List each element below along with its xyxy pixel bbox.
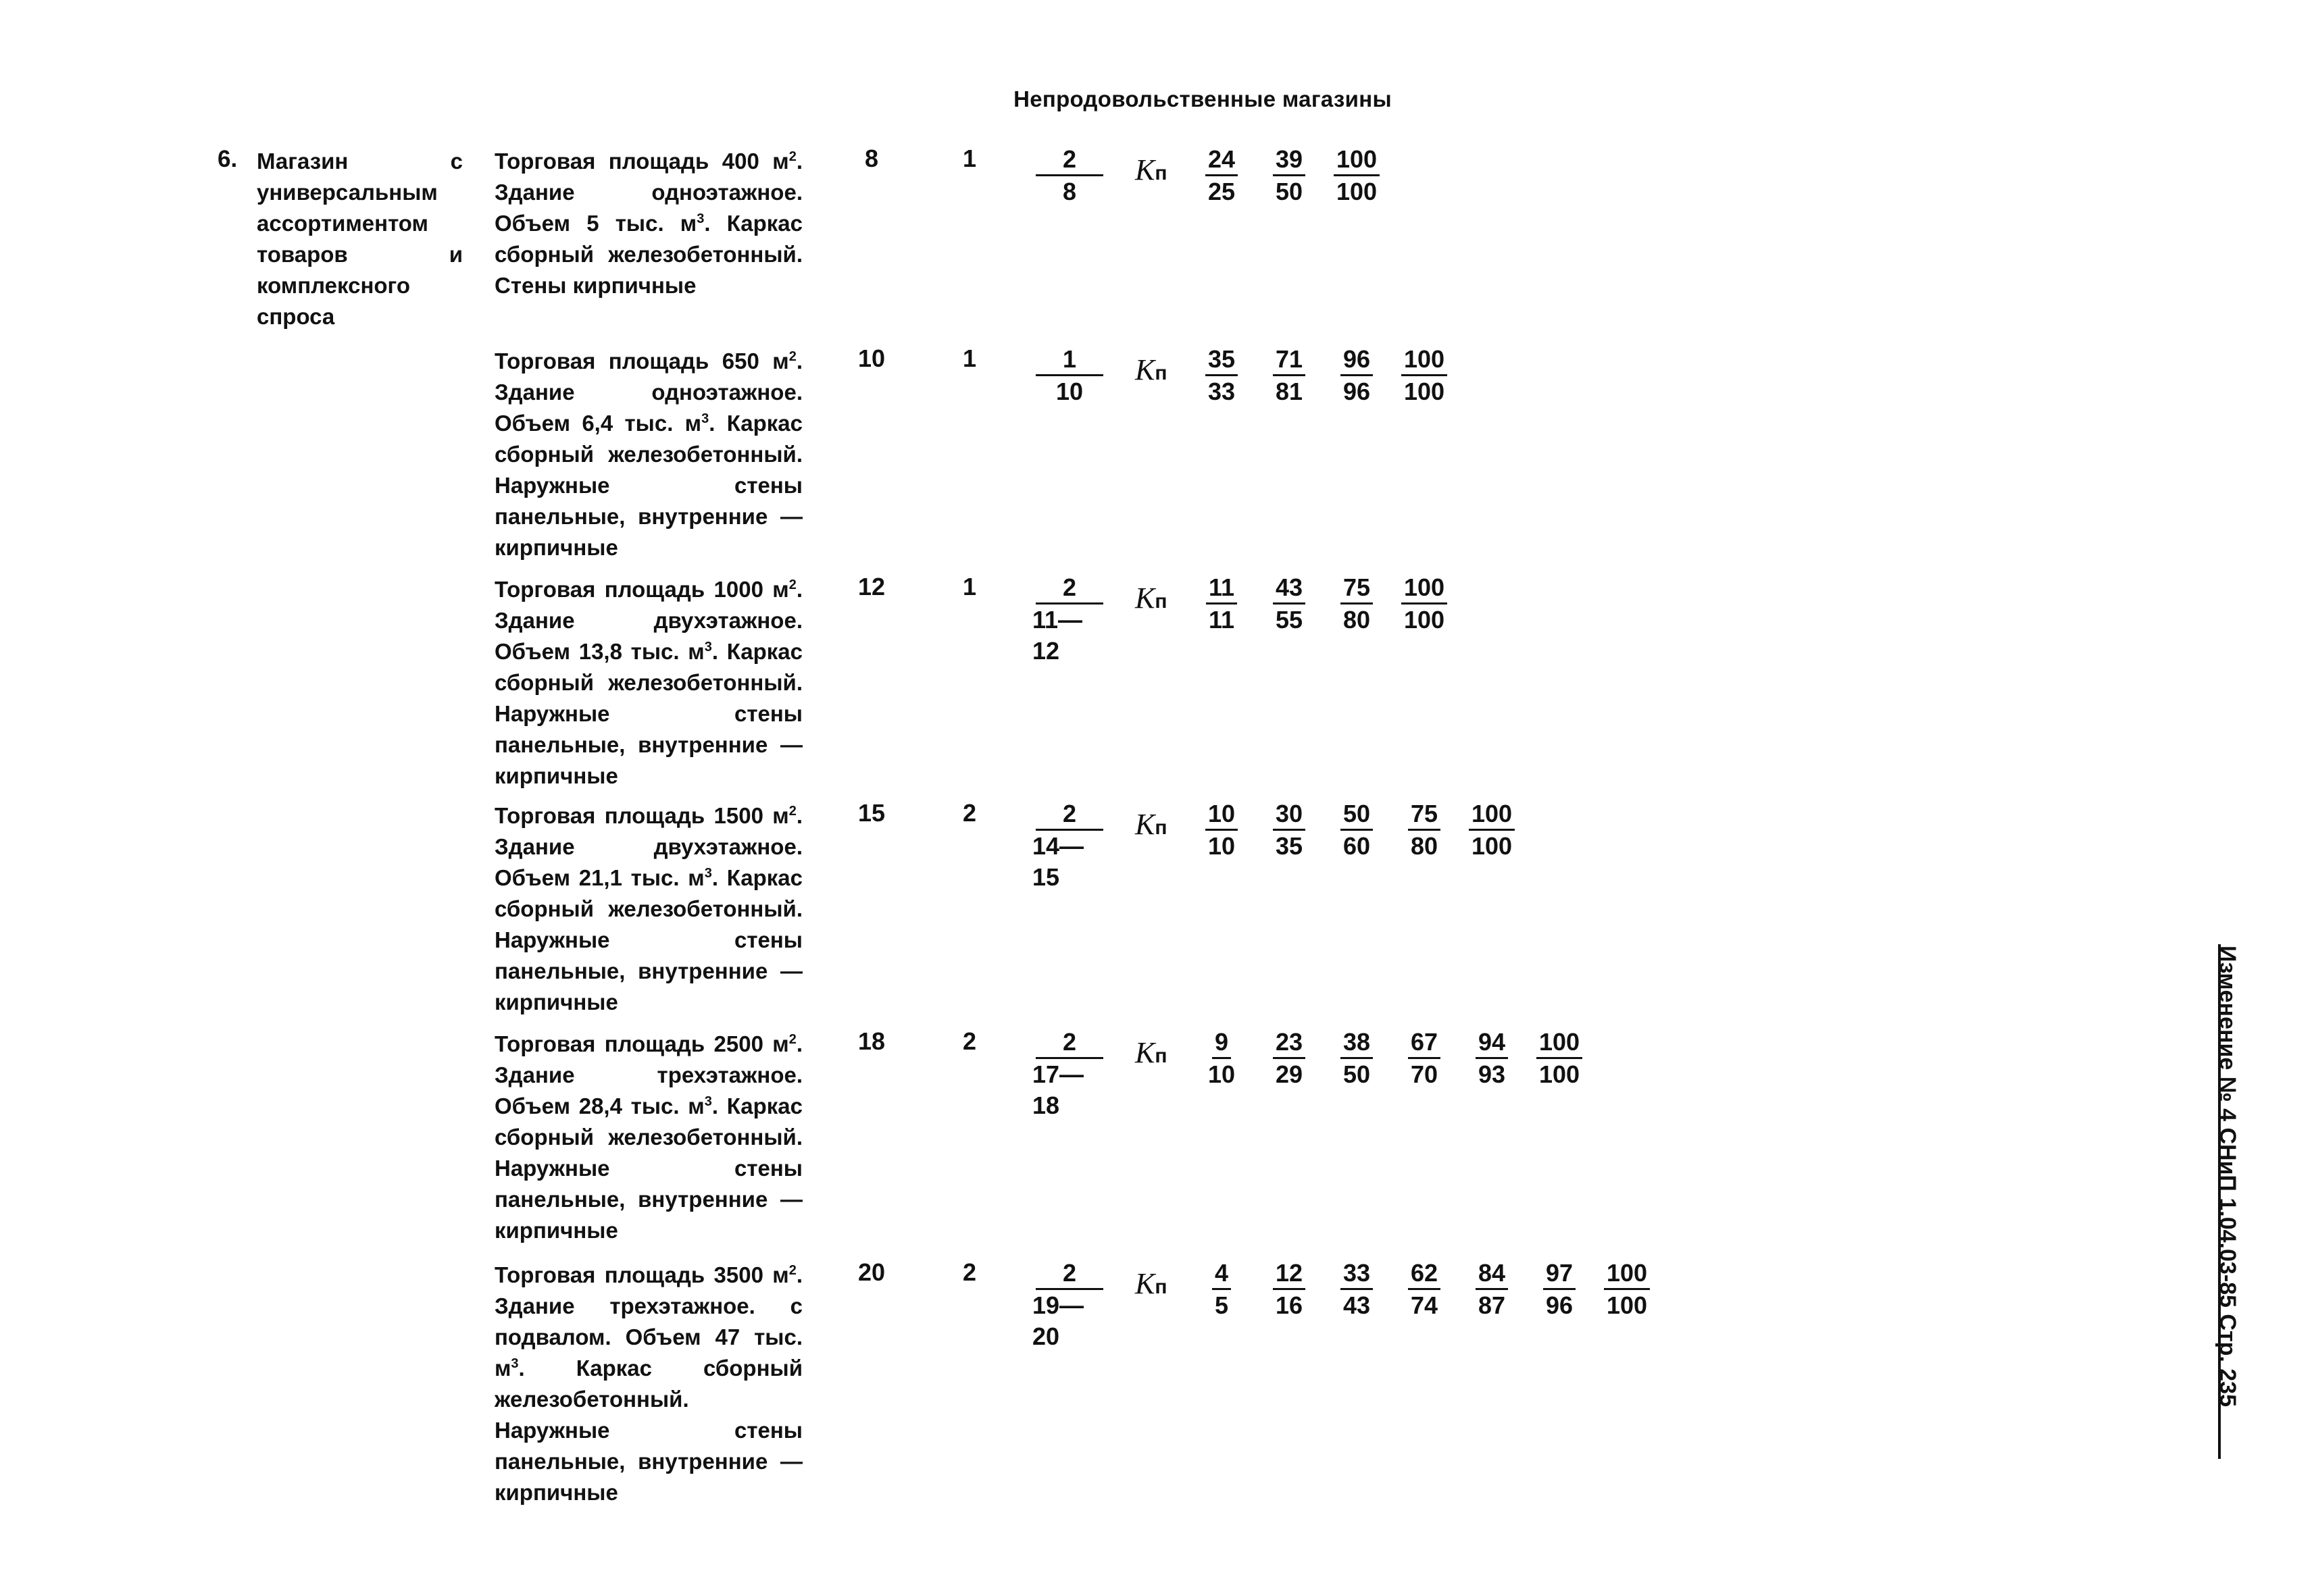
kp-label <box>1135 1035 1167 1070</box>
fraction-numerator: 2 <box>1036 799 1103 831</box>
superscript: 3 <box>704 866 712 881</box>
row-count: 2 <box>962 1258 977 1286</box>
fraction-numerator: 43 <box>1273 573 1305 604</box>
ratio-fraction <box>1262 1258 1316 1321</box>
fraction-numerator: 35 <box>1205 344 1238 376</box>
kp-main: K <box>1135 808 1155 841</box>
row-count: 1 <box>962 145 977 172</box>
ratio-fraction <box>1330 1027 1384 1090</box>
fraction-numerator: 4 <box>1212 1258 1231 1290</box>
fraction-numerator: 62 <box>1408 1258 1440 1290</box>
object-name: Магазин с универсальным ассортиментом товаров и комплексного спроса <box>257 149 463 329</box>
description-text: Торговая площадь 1000 м <box>495 577 789 602</box>
kp-main: K <box>1135 582 1155 615</box>
fraction-denominator: 29 <box>1275 1060 1303 1088</box>
kp-label <box>1135 1266 1167 1301</box>
fraction-denominator: 5 <box>1214 1291 1229 1319</box>
fraction-denominator: 10 <box>1055 378 1084 405</box>
fraction-numerator: 67 <box>1408 1027 1440 1059</box>
fraction-denominator: 74 <box>1410 1291 1438 1319</box>
superscript: 3 <box>511 1356 519 1371</box>
kp-sub: п <box>1155 817 1167 839</box>
side-running-header: Изменение № 4 СНиП 1.04.03-85 Стр. 235 <box>2215 946 2240 1408</box>
fraction-denominator: 100 <box>1403 606 1445 634</box>
fraction-numerator: 2 <box>1036 573 1103 604</box>
fraction-numerator: 100 <box>1334 145 1380 176</box>
kp-sub: п <box>1155 590 1167 613</box>
description-text: . Каркас сборный железобетонный. Стены кирпичные <box>495 211 803 298</box>
description-text: . Здание одноэтажное. Объем 6,4 тыс. м <box>495 349 803 436</box>
ratio-fraction <box>1330 573 1384 636</box>
ratio-fraction <box>1262 344 1316 407</box>
fraction-denominator: 16 <box>1275 1291 1303 1319</box>
description-text: . Здание одноэтажное. Объем 5 тыс. м <box>495 149 803 236</box>
kp-main: K <box>1135 353 1155 386</box>
row-value: 8 <box>864 145 879 172</box>
fraction-numerator: 23 <box>1273 1027 1305 1059</box>
fraction-numerator: 2 <box>1036 1027 1103 1059</box>
fraction-denominator: 80 <box>1410 832 1438 860</box>
ratio-fraction <box>1194 344 1249 407</box>
description-text: . Каркас сборный железобетонный. Наружные стены панельные, внутренние — кирпичные <box>495 411 803 560</box>
kp-main: K <box>1135 1267 1155 1300</box>
fraction-denominator: 55 <box>1275 606 1303 634</box>
ratio-fraction <box>1532 1258 1586 1321</box>
superscript: 3 <box>704 1094 712 1109</box>
description-text: Торговая площадь 2500 м <box>495 1031 789 1056</box>
fraction-numerator: 12 <box>1273 1258 1305 1290</box>
fraction-denominator: 19—20 <box>1032 1291 1084 1350</box>
kp-sub: п <box>1155 1045 1167 1067</box>
row-count: 2 <box>962 799 977 827</box>
kp-sub: п <box>1155 362 1167 384</box>
fraction-denominator: 100 <box>1471 832 1513 860</box>
fraction-numerator: 2 <box>1036 145 1103 176</box>
description-text: . Здание двухэтажное. Объем 13,8 тыс. м <box>495 577 803 664</box>
fraction-denominator: 80 <box>1342 606 1371 634</box>
description-text: Торговая площадь 400 м <box>495 149 789 174</box>
kp-label <box>1135 353 1167 387</box>
kp-label <box>1135 807 1167 842</box>
fraction-numerator: 75 <box>1408 799 1440 831</box>
description-text: Торговая площадь 1500 м <box>495 803 789 828</box>
fraction-numerator: 100 <box>1401 344 1447 376</box>
superscript: 2 <box>788 804 797 819</box>
fraction-numerator: 9 <box>1212 1027 1231 1059</box>
superscript: 2 <box>788 577 797 592</box>
kp-label <box>1135 153 1167 187</box>
fraction-numerator: 97 <box>1543 1258 1576 1290</box>
fraction-denominator: 25 <box>1207 178 1236 205</box>
ratio-fraction <box>1397 344 1451 407</box>
ratio-fraction <box>1262 799 1316 862</box>
row-count: 2 <box>962 1027 977 1055</box>
ratio-fraction <box>1330 344 1384 407</box>
description-text: . Каркас сборный железобетонный. Наружные стены панельные, внутренние — кирпичные <box>495 639 803 788</box>
row-value: 12 <box>857 573 886 600</box>
ratio-fraction <box>1397 1258 1451 1321</box>
ratio-fraction <box>1194 1258 1249 1321</box>
lead-fraction <box>1032 1027 1107 1121</box>
fraction-numerator: 84 <box>1476 1258 1508 1290</box>
row-description <box>495 800 803 1018</box>
superscript: 2 <box>788 1263 797 1278</box>
fraction-denominator: 10 <box>1207 832 1236 860</box>
fraction-numerator: 50 <box>1340 799 1373 831</box>
fraction-numerator: 71 <box>1273 344 1305 376</box>
fraction-denominator: 11 <box>1208 606 1235 634</box>
fraction-numerator: 96 <box>1340 344 1373 376</box>
lead-fraction <box>1032 1258 1107 1352</box>
kp-main: K <box>1135 153 1155 186</box>
description-text: . Каркас сборный железобетонный. Наружные стены панельные, внутренние — кирпичные <box>495 1356 803 1505</box>
ratio-fraction <box>1194 145 1249 207</box>
ratio-fraction <box>1465 799 1519 862</box>
fraction-denominator: 100 <box>1606 1291 1648 1319</box>
description-text: . Каркас сборный железобетонный. Наружные стены панельные, внутренние — кирпичные <box>495 1093 803 1243</box>
fraction-denominator: 17—18 <box>1032 1060 1084 1119</box>
fraction-denominator: 81 <box>1275 378 1303 405</box>
description-text: . Здание трехэтажное. Объем 28,4 тыс. м <box>495 1031 803 1118</box>
ratio-fraction <box>1330 145 1384 207</box>
fraction-denominator: 96 <box>1545 1291 1574 1319</box>
ratio-fraction <box>1600 1258 1654 1321</box>
ratio-fraction <box>1262 1027 1316 1090</box>
fraction-numerator: 100 <box>1604 1258 1650 1290</box>
fraction-denominator: 60 <box>1342 832 1371 860</box>
fraction-denominator: 100 <box>1538 1060 1580 1088</box>
row-value: 15 <box>857 799 886 827</box>
ratio-fraction <box>1194 1027 1249 1090</box>
fraction-numerator: 75 <box>1340 573 1373 604</box>
fraction-numerator: 100 <box>1469 799 1515 831</box>
row-value: 18 <box>857 1027 886 1055</box>
fraction-denominator: 70 <box>1410 1060 1438 1088</box>
fraction-denominator: 50 <box>1275 178 1303 205</box>
ratio-fraction <box>1194 573 1249 636</box>
fraction-denominator: 96 <box>1342 378 1371 405</box>
lead-fraction <box>1032 344 1107 407</box>
fraction-denominator: 11—12 <box>1032 606 1083 665</box>
fraction-denominator: 8 <box>1062 178 1077 205</box>
row-description <box>495 346 803 563</box>
fraction-denominator: 35 <box>1275 832 1303 860</box>
ratio-fraction <box>1532 1027 1586 1090</box>
row-description <box>495 1029 803 1246</box>
row-value: 20 <box>857 1258 886 1286</box>
fraction-denominator: 87 <box>1478 1291 1506 1319</box>
superscript: 2 <box>788 349 797 364</box>
kp-label <box>1135 581 1167 615</box>
fraction-denominator: 100 <box>1403 378 1445 405</box>
ratio-fraction <box>1262 573 1316 636</box>
row-description <box>495 146 803 301</box>
row-count: 1 <box>962 573 977 600</box>
ratio-fraction <box>1397 573 1451 636</box>
kp-sub: п <box>1155 162 1167 184</box>
description-text: Торговая площадь 3500 м <box>495 1262 789 1287</box>
object-number: 6. <box>218 146 238 172</box>
description-text: . Здание двухэтажное. Объем 21,1 тыс. м <box>495 803 803 890</box>
ratio-fraction <box>1465 1027 1519 1090</box>
fraction-denominator: 14—15 <box>1032 832 1084 891</box>
fraction-denominator: 10 <box>1207 1060 1236 1088</box>
kp-sub: п <box>1155 1276 1167 1298</box>
fraction-denominator: 93 <box>1478 1060 1506 1088</box>
fraction-numerator: 1 <box>1036 344 1103 376</box>
superscript: 3 <box>697 211 705 226</box>
fraction-numerator: 11 <box>1206 573 1237 604</box>
fraction-numerator: 2 <box>1036 1258 1103 1290</box>
fraction-numerator: 100 <box>1536 1027 1582 1059</box>
fraction-numerator: 38 <box>1340 1027 1373 1059</box>
fraction-denominator: 43 <box>1342 1291 1371 1319</box>
row-description <box>495 1260 803 1508</box>
page-title: Непродовольственные магазины <box>1013 86 1392 111</box>
fraction-denominator: 33 <box>1207 378 1236 405</box>
superscript: 3 <box>704 640 712 654</box>
description-text: Торговая площадь 650 м <box>495 349 789 374</box>
ratio-fraction <box>1262 145 1316 207</box>
row-count: 1 <box>962 344 977 372</box>
row-description <box>495 574 803 792</box>
fraction-numerator: 39 <box>1273 145 1305 176</box>
ratio-fraction <box>1194 799 1249 862</box>
fraction-numerator: 33 <box>1340 1258 1373 1290</box>
description-text: . Здание трехэтажное. с подвалом. Объем 47 тыс. м <box>495 1262 803 1381</box>
row-value: 10 <box>857 344 886 372</box>
superscript: 2 <box>788 149 797 164</box>
fraction-numerator: 94 <box>1476 1027 1508 1059</box>
ratio-fraction <box>1397 1027 1451 1090</box>
superscript: 3 <box>701 411 709 426</box>
fraction-denominator: 100 <box>1336 178 1378 205</box>
ratio-fraction <box>1465 1258 1519 1321</box>
ratio-fraction <box>1330 799 1384 862</box>
ratio-fraction <box>1330 1258 1384 1321</box>
description-text: . Каркас сборный железобетонный. Наружные стены панельные, внутренние — кирпичные <box>495 865 803 1014</box>
lead-fraction <box>1032 573 1107 667</box>
lead-fraction <box>1032 799 1107 893</box>
fraction-denominator: 50 <box>1342 1060 1371 1088</box>
lead-fraction <box>1032 145 1107 207</box>
superscript: 2 <box>788 1032 797 1047</box>
fraction-numerator: 24 <box>1205 145 1238 176</box>
kp-main: K <box>1135 1036 1155 1069</box>
fraction-numerator: 30 <box>1273 799 1305 831</box>
fraction-numerator: 10 <box>1205 799 1238 831</box>
ratio-fraction <box>1397 799 1451 862</box>
fraction-numerator: 100 <box>1401 573 1447 604</box>
